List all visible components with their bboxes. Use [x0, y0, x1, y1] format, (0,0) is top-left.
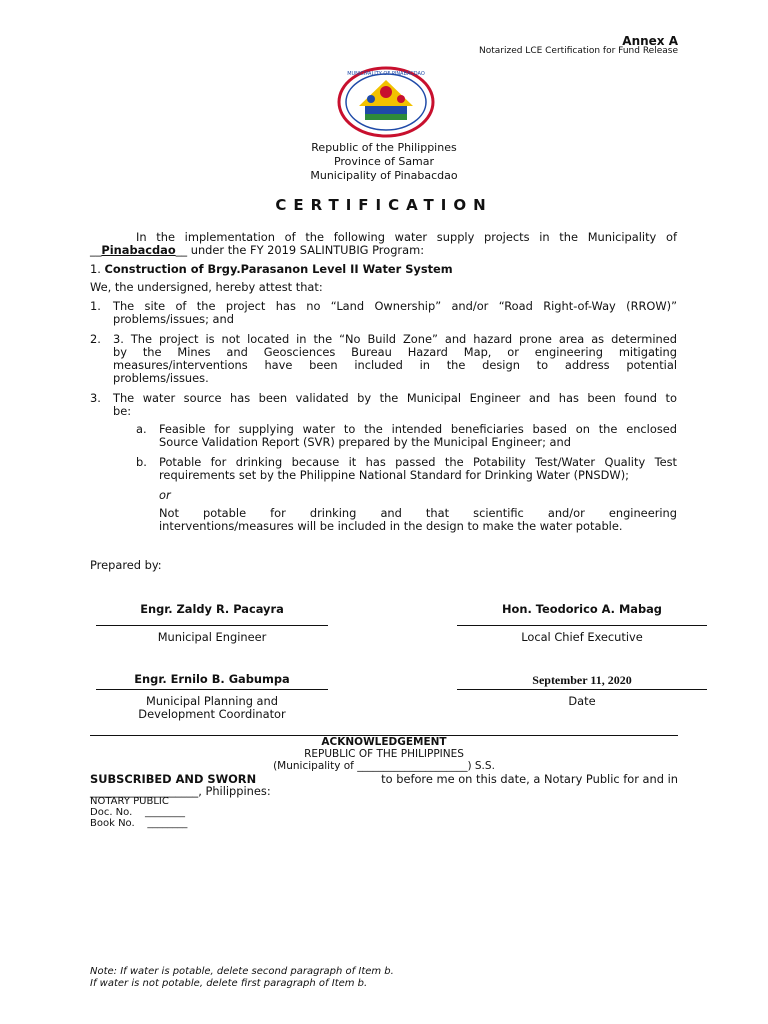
planning-title-1: Municipal Planning and — [146, 694, 278, 708]
intro-line-1: In the implementation of the following water supply projects in the Municipality of — [136, 230, 677, 244]
subitem-alt-line-2: interventions/measures will be included in the design to make the water potable. — [159, 519, 623, 533]
item-2-line-2: by the Mines and Geosciences Bureau Hazard Map, or engineering mitigating — [113, 345, 677, 359]
header-republic: Republic of the Philippines — [311, 141, 457, 154]
subitem-alt-line-1: Not potable for drinking and that scientific and/or engineering — [159, 506, 677, 520]
subitem-or: or — [159, 488, 171, 502]
intro-line-2: __Pinabacdao__ under the FY 2019 SALINTUBIG Program: — [90, 243, 425, 257]
date-label: Date — [568, 694, 596, 708]
lce-signature-line — [457, 625, 707, 626]
date-line — [457, 689, 707, 690]
subitem-a-line-2: Source Validation Report (SVR) prepared by the Municipal Engineer; and — [159, 435, 571, 449]
book-no: Book No. ________ — [90, 818, 188, 829]
item-3-line-2: be: — [113, 404, 132, 418]
engineer-name: Engr. Zaldy R. Pacayra — [140, 602, 284, 616]
planning-signature-line — [96, 689, 328, 690]
municipal-seal-logo — [337, 66, 435, 138]
project-number: 1. — [90, 262, 101, 276]
item-1-line-2: problems/issues; and — [113, 312, 234, 326]
header-province: Province of Samar — [333, 155, 435, 168]
lce-title: Local Chief Executive — [521, 630, 643, 644]
seal-text: MUNICIPALITY OF PINABACDAO — [347, 71, 425, 77]
subitem-a-line-1: Feasible for supplying water to the intended beneficiaries based on the enclosed — [159, 422, 677, 436]
item-1-number: 1. — [90, 299, 101, 313]
lce-name: Hon. Teodorico A. Mabag — [502, 602, 662, 616]
sworn-bold: SUBSCRIBED AND SWORN — [90, 772, 257, 786]
subitem-b-letter: b. — [136, 455, 147, 469]
sworn-rest: to before me on this date, a Notary Public for and in — [381, 772, 678, 786]
annex-title: Annex A — [622, 34, 678, 48]
item-3-line-1: The water source has been validated by the Municipal Engineer and has been found to — [113, 391, 677, 405]
engineer-signature-line — [96, 625, 328, 626]
subitem-b-line-2: requirements set by the Philippine National Standard for Drinking Water (PNSDW); — [159, 468, 629, 482]
note-line-2: If water is not potable, delete first paragraph of Item b. — [90, 978, 368, 989]
subitem-b-line-1: Potable for drinking because it has passed the Potability Test/Water Quality Test — [159, 455, 677, 469]
intro-program: under the FY 2019 SALINTUBIG Program: — [190, 243, 425, 257]
engineer-title: Municipal Engineer — [157, 630, 267, 644]
item-1-line-1: The site of the project has no “Land Ownership” and/or “Road Right-of-Way (RROW)” — [113, 299, 677, 313]
acknowledgement-title: ACKNOWLEDGEMENT — [321, 736, 447, 748]
subitem-a-letter: a. — [136, 422, 147, 436]
prepared-by-label: Prepared by: — [90, 558, 162, 572]
planning-name: Engr. Ernilo B. Gabumpa — [134, 672, 290, 686]
item-3-number: 3. — [90, 391, 101, 405]
project-line — [90, 262, 453, 276]
attest-line: We, the undersigned, hereby attest that: — [90, 280, 323, 294]
project-name: Construction of Brgy.Parasanon Level II Water System — [104, 262, 453, 276]
notary-public-label: NOTARY PUBLIC — [90, 796, 169, 807]
planning-title-2: Development Coordinator — [138, 707, 286, 721]
date-value: September 11, 2020 — [532, 673, 632, 687]
acknowledgement-municipality: (Municipality of _____________________) S.S. — [273, 760, 495, 772]
intro-municipality: Pinabacdao — [101, 243, 176, 257]
doc-no: Doc. No. ________ — [90, 807, 185, 818]
certification-title: CERTIFICATION — [275, 196, 493, 214]
item-2-line-4: problems/issues. — [113, 371, 209, 385]
annex-subtitle: Notarized LCE Certification for Fund Release — [478, 46, 678, 56]
acknowledgement-republic: REPUBLIC OF THE PHILIPPINES — [304, 748, 464, 760]
item-2-line-1: 3. The project is not located in the “No Build Zone” and hazard prone area as determined — [113, 332, 677, 346]
header-municipality: Municipality of Pinabacdao — [310, 169, 458, 182]
item-2-number: 2. — [90, 332, 101, 346]
note-line-1: Note: If water is potable, delete second paragraph of Item b. — [90, 966, 394, 977]
item-2-line-3: measures/interventions have been included in the design to address potential — [113, 358, 677, 372]
acknowledgement-place: ___________________, Philippines: — [90, 784, 271, 798]
